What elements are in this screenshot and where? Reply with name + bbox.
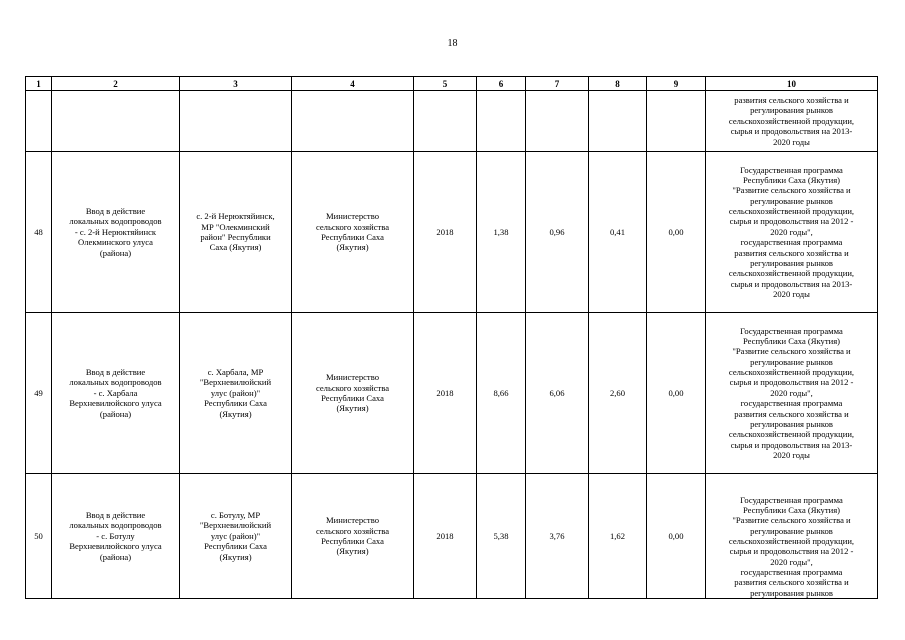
ministry: Министерство сельского хозяйства Республики Саха (Якутия) xyxy=(315,515,390,557)
ministry: Министерство сельского хозяйства Республики Саха (Якутия) xyxy=(315,211,390,253)
program-cell xyxy=(706,474,878,599)
header-col-10: 10 xyxy=(706,77,878,91)
header-col-1: 1 xyxy=(26,77,52,91)
continuation-program-text: развития сельского хозяйства и регулирования рынков сельскохозяйственной продукции, сырья и продовольствия на 2013- 2020 годы xyxy=(728,95,855,147)
header-col-6: 6 xyxy=(477,77,526,91)
row-number: 49 xyxy=(26,313,52,474)
value-col-8: 0,41 xyxy=(589,152,647,313)
object-name-cell xyxy=(52,474,180,599)
page-number: 18 xyxy=(447,38,458,49)
program-cell xyxy=(706,313,878,474)
program-cell xyxy=(706,152,878,313)
year-cell: 2018 xyxy=(414,313,477,474)
ministry-cell xyxy=(292,474,414,599)
table-row xyxy=(26,313,878,474)
value-col-8: 1,62 xyxy=(589,474,647,599)
value-col-7: 3,76 xyxy=(526,474,589,599)
program-text: Государственная программа Республики Саха (Якутия) "Развитие сельского хозяйства и регулирование рынков сельскохозяйственной продукции, сырья и продовольствия на 2012 - 2020 годы", государственная программа развития сельского хозяйства и регулирования рынков xyxy=(728,494,855,598)
object-name-cell xyxy=(52,313,180,474)
location: с. Харбала, МР "Верхневилюйский улус (район)" Республики Саха (Якутия) xyxy=(199,367,272,419)
location-cell xyxy=(180,313,292,474)
header-col-7: 7 xyxy=(526,77,589,91)
value-col-9: 0,00 xyxy=(647,313,706,474)
location-cell xyxy=(180,474,292,599)
value-col-8: 2,60 xyxy=(589,313,647,474)
header-col-5: 5 xyxy=(414,77,477,91)
continuation-row xyxy=(26,91,878,152)
row-number: 48 xyxy=(26,152,52,313)
header-col-3: 3 xyxy=(180,77,292,91)
year-cell: 2018 xyxy=(414,474,477,599)
value-col-9: 0,00 xyxy=(647,474,706,599)
continuation-program-cell xyxy=(706,91,878,152)
ministry: Министерство сельского хозяйства Республики Саха (Якутия) xyxy=(315,372,390,414)
header-col-9: 9 xyxy=(647,77,706,91)
value-col-7: 0,96 xyxy=(526,152,589,313)
object-name: Ввод в действие локальных водопроводов - с. 2-й Нерюктяйинск Олекминского улуса (района) xyxy=(69,206,162,258)
value-col-7: 6,06 xyxy=(526,313,589,474)
program-text: Государственная программа Республики Саха (Якутия) "Развитие сельского хозяйства и регулирование рынков сельскохозяйственной продукции, сырья и продовольствия на 2012 - 2020 годы", государственная программа развития сельского хозяйства и регулирования рынков сельскохозяйственной продукции, сырья и продовольствия на 2013- 2020 годы xyxy=(728,164,855,299)
location: с. 2-й Нерюктяйинск, МР "Олекминский район" Республики Саха (Якутия) xyxy=(196,211,275,253)
value-col-6: 1,38 xyxy=(477,152,526,313)
object-name-cell xyxy=(52,152,180,313)
table-row xyxy=(26,152,878,313)
object-name: Ввод в действие локальных водопроводов - с. Харбала Верхневилюйского улуса (района) xyxy=(69,367,162,419)
value-col-9: 0,00 xyxy=(647,152,706,313)
year-cell: 2018 xyxy=(414,152,477,313)
row-number: 50 xyxy=(26,474,52,599)
document-table xyxy=(25,76,878,599)
location-cell xyxy=(180,152,292,313)
header-col-4: 4 xyxy=(292,77,414,91)
header-col-8: 8 xyxy=(589,77,647,91)
location: с. Ботулу, МР "Верхневилюйский улус (район)" Республики Саха (Якутия) xyxy=(199,510,272,562)
ministry-cell xyxy=(292,152,414,313)
value-col-6: 5,38 xyxy=(477,474,526,599)
object-name: Ввод в действие локальных водопроводов - с. Ботулу Верхневилюйского улуса (района) xyxy=(69,510,162,562)
value-col-6: 8,66 xyxy=(477,313,526,474)
ministry-cell xyxy=(292,313,414,474)
header-col-2: 2 xyxy=(52,77,180,91)
header-row xyxy=(26,77,878,91)
table-row xyxy=(26,474,878,599)
program-text: Государственная программа Республики Саха (Якутия) "Развитие сельского хозяйства и регулирование рынков сельскохозяйственной продукции, сырья и продовольствия на 2012 - 2020 годы", государственная программа развития сельского хозяйства и регулирования рынков сельскохозяйственной продукции, сырья и продовольствия на 2013- 2020 годы xyxy=(728,325,855,460)
